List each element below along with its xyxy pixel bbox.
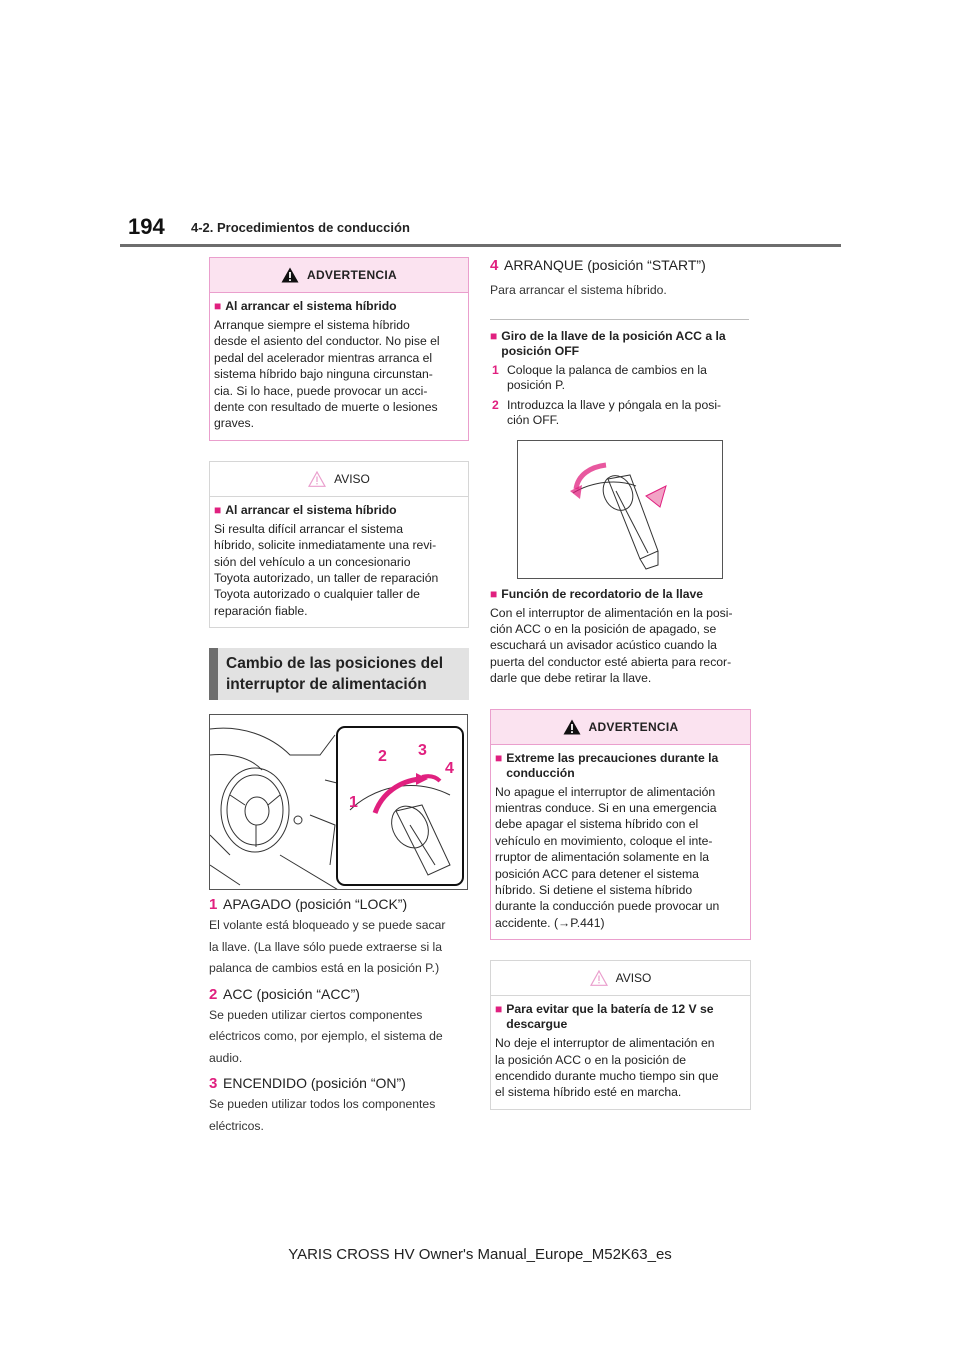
warning-triangle-icon [563,719,581,735]
notice-text: No deje el interruptor de alimentación en la posición ACC o en la posición de encendido durante mucho tiempo sin que el sistema híbrido esté en marcha. [495,1036,719,1100]
warning-subtitle: ■ Al arrancar el sistema híbrido [214,299,397,313]
notice-box-header [210,462,468,497]
notice-box-start [209,461,469,628]
warning-title: ADVERTENCIA [307,268,397,282]
position-description: Para arrancar el sistema híbrido. [490,283,667,297]
square-bullet-icon: ■ [495,1002,503,1017]
position-title: APAGADO (posición “LOCK”) [223,896,408,913]
position-description: Se pueden utilizar ciertos componentes eléctricos como, por ejemplo, el sistema de audio. [209,1007,443,1065]
square-bullet-icon: ■ [495,750,503,765]
warning-title: ADVERTENCIA [588,719,679,734]
callout-3: 3 [418,742,427,760]
power-switch-illustration [209,714,468,890]
notice-title: AVISO [334,471,370,486]
steering-wheel-key-drawing [210,715,468,890]
notice-box-header [491,961,750,996]
position-item-lock [209,896,469,913]
step-1: 1 Coloque la palanca de cambios en la posición P. [492,362,707,392]
position-description: El volante está bloqueado y se puede sacar la llave. (La llave sólo puede extraerse si la palanca de cambios está en la posición P.) [209,918,446,976]
reminder-text: Con el interruptor de alimentación en la posi- ción ACC o en la posición de apagado, se escuchará un avisador acústico cuando la puerta del conductor esté abierta para recor- darle que debe retirar la llave. [490,605,733,686]
acc-off-heading: ■ Giro de la llave de la posición ACC a la posición OFF [490,328,726,358]
section-heading: Cambio de las posiciones del interruptor de alimentación [209,648,469,700]
position-number: 4 [490,257,499,274]
position-item-start [490,257,751,274]
square-bullet-icon: ■ [214,502,222,517]
warning-box-driving [490,709,751,941]
key-drawing [518,441,723,579]
square-bullet-icon: ■ [214,299,222,313]
callout-4: 4 [445,760,454,778]
position-title: ENCENDIDO (posición “ON”) [223,1075,406,1092]
left-column [209,257,469,1137]
divider [490,319,749,320]
position-item-acc [209,986,469,1003]
header-rule [120,244,841,247]
notice-box-battery [490,960,751,1110]
warning-triangle-icon [281,267,299,283]
page-footer: YARIS CROSS HV Owner's Manual_Europe_M52K63_es [288,1246,672,1263]
warning-box-header [210,258,468,293]
warning-box-start [209,257,469,441]
callout-2: 2 [378,748,387,766]
notice-text: Si resulta difícil arrancar el sistema híbrido, solicite inmediatamente una revi- sión del vehículo a un concesionario Toyota autorizado, un taller de reparación Toyota autorizado o cualquier taller de reparación fiable. [214,521,439,618]
notice-subtitle: ■ Al arrancar el sistema híbrido [214,502,397,517]
position-list [209,896,469,1137]
position-description: Se pueden utilizar todos los componentes eléctricos. [209,1097,436,1133]
square-bullet-icon: ■ [490,586,498,601]
reminder-heading: ■ Función de recordatorio de la llave [490,586,704,601]
position-number: 3 [209,1075,218,1093]
key-turn-illustration [517,440,723,579]
caution-triangle-icon [308,471,326,487]
caution-triangle-icon [590,970,608,986]
square-bullet-icon: ■ [490,328,498,343]
section-title: 4-2. Procedimientos de conducción [191,220,410,235]
warning-text: No apague el interruptor de alimentación mientras conduce. Si en una emergencia debe apagar el sistema híbrido con el vehículo en movimiento, coloque el inte- rruptor de alimentación solamente en la posición ACC para detener el sistema híbrido. Si detiene el sistema híbrido durante la conducción puede provocar un accidente. (→P.441) [495,784,720,930]
notice-subtitle: ■ Para evitar que la batería de 12 V se descargue [495,1002,714,1032]
warning-box-header [491,710,750,745]
warning-text: Arranque siempre el sistema híbrido desde el asiento del conductor. No pise el pedal del acelerador mientras arranca el sistema híbrido bajo ninguna circunstan- cia. Si lo hace, puede provocar un acci- dente con resultado de muerte o lesiones graves. [214,318,440,431]
step-2: 2 Introduzca la llave y póngala en la posi- ción OFF. [492,397,722,427]
page-number: 194 [128,214,165,239]
position-number: 2 [209,985,218,1003]
callout-1: 1 [349,794,358,812]
position-number: 1 [209,896,218,914]
warning-subtitle: ■ Extreme las precauciones durante la conducción [495,750,719,780]
position-title: ACC (posición “ACC”) [223,985,360,1002]
position-title: ARRANQUE (posición “START”) [504,257,706,273]
position-item-on [209,1075,469,1092]
right-column [490,257,751,1130]
notice-title: AVISO [615,971,652,986]
